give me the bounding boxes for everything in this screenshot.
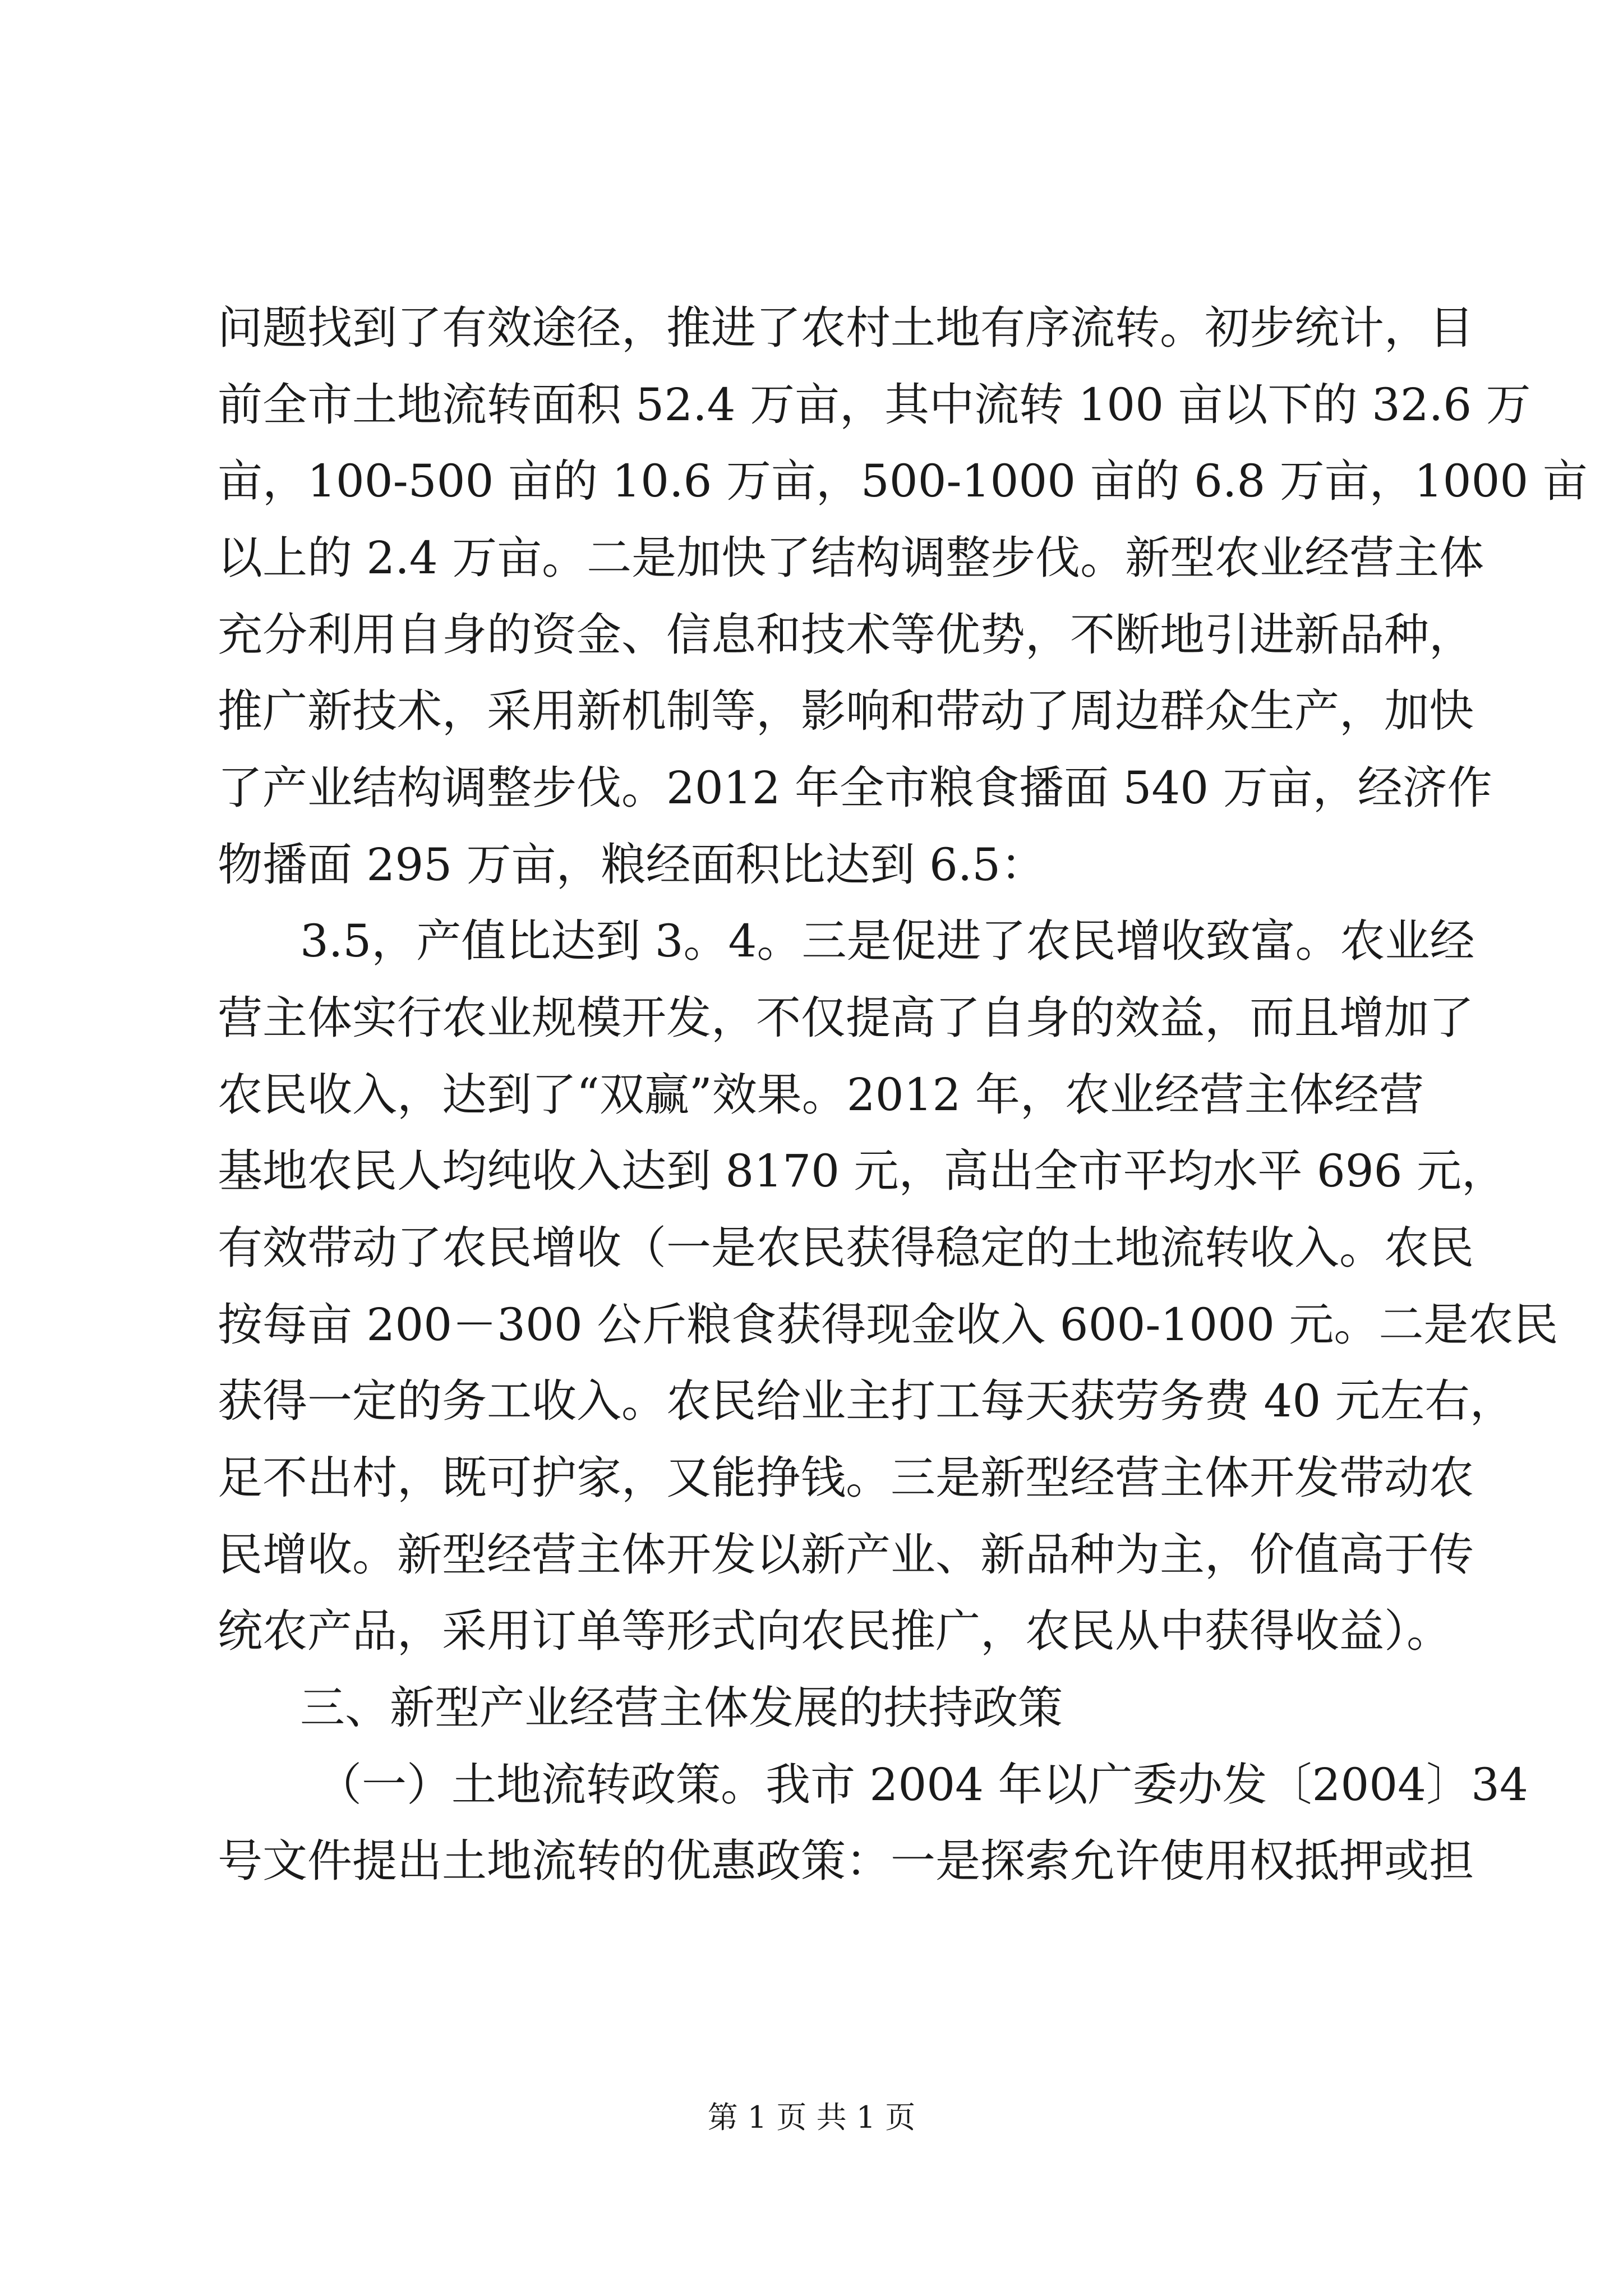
text-line: 问题找到了有效途径，推进了农村土地有序流转。初步统计，目 — [218, 302, 1474, 354]
paragraph-start-line: 3.5，产值比达到 3。4。三是促进了农民增收致富。农业经 — [300, 915, 1475, 967]
text-line: 农民收入，达到了“双赢”效果。2012 年，农业经营主体经营 — [218, 1069, 1424, 1121]
text-line: 前全市土地流转面积 52.4 万亩，其中流转 100 亩以下的 32.6 万 — [218, 379, 1531, 431]
text-line: 了产业结构调整步伐。2012 年全市粮食播面 540 万亩，经济作 — [218, 762, 1492, 814]
text-line: 统农产品，采用订单等形式向农民推广，农民从中获得收益）。 — [218, 1605, 1451, 1657]
section-heading: 三、新型产业经营主体发展的扶持政策 — [300, 1682, 1063, 1734]
text-line: 民增收。新型经营主体开发以新产业、新品种为主，价值高于传 — [218, 1529, 1474, 1581]
text-line: 获得一定的务工收入。农民给业主打工每天获劳务费 40 元左右， — [218, 1375, 1515, 1427]
text-line: 足不出村，既可护家，又能挣钱。三是新型经营主体开发带动农 — [218, 1452, 1474, 1504]
text-line: 亩，100-500 亩的 10.6 万亩，500-1000 亩的 6.8 万亩，1000 亩 — [218, 455, 1588, 507]
text-line: 物播面 295 万亩，粮经面积比达到 6.5： — [218, 839, 1046, 891]
subsection-heading-line: （一）土地流转政策。我市 2004 年以广委办发〔2004〕34 — [317, 1759, 1528, 1811]
text-line: 推广新技术，采用新机制等，影响和带动了周边群众生产，加快 — [218, 685, 1474, 737]
text-line: 充分利用自身的资金、信息和技术等优势，不断地引进新品种， — [218, 609, 1474, 661]
text-line: 按每亩 200－300 公斤粮食获得现金收入 600-1000 元。二是农民 — [218, 1299, 1559, 1351]
text-line: 号文件提出土地流转的优惠政策：一是探索允许使用权抵押或担 — [218, 1835, 1474, 1887]
text-line: 以上的 2.4 万亩。二是加快了结构调整步伐。新型农业经营主体 — [218, 532, 1484, 584]
page-number-footer: 第 1 页 共 1 页 — [707, 2100, 916, 2135]
text-line: 基地农民人均纯收入达到 8170 元，高出全市平均水平 696 元， — [218, 1145, 1507, 1197]
text-line: 营主体实行农业规模开发，不仅提高了自身的效益，而且增加了 — [218, 992, 1474, 1044]
text-line: 有效带动了农民增收（一是农民获得稳定的土地流转收入。农民 — [218, 1222, 1474, 1274]
